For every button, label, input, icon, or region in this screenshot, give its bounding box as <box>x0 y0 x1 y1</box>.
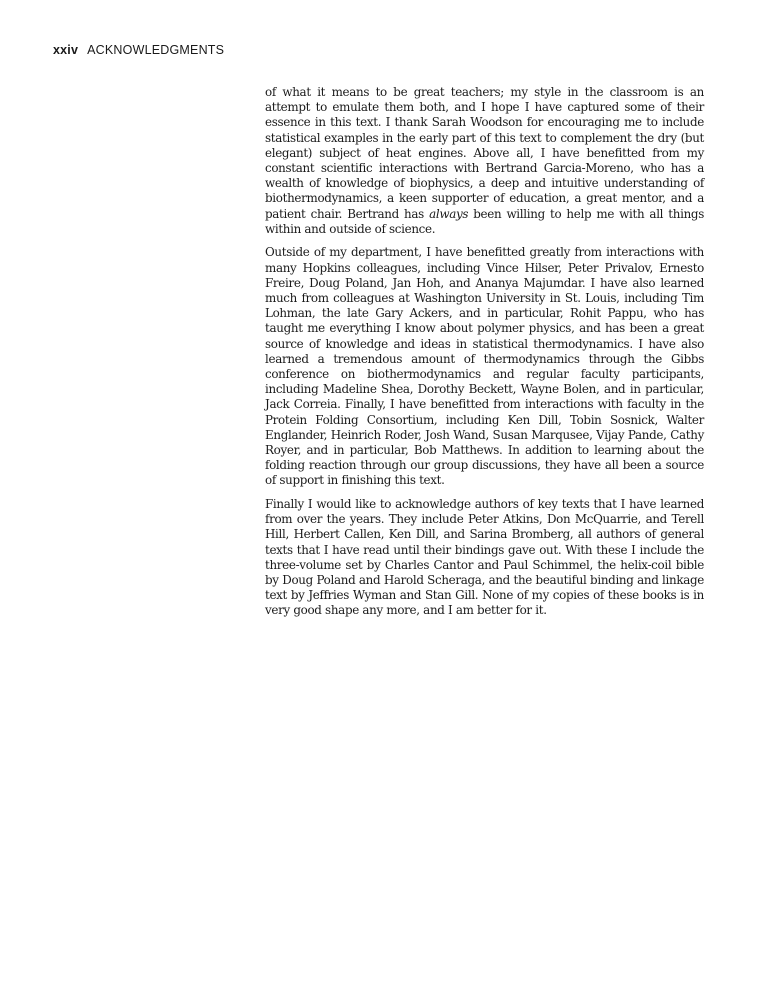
acknowledgments-body <box>265 85 704 627</box>
page-number: xxiv <box>53 43 79 57</box>
paragraph-1-emphasis: always <box>429 206 469 221</box>
paragraph-1 <box>265 85 704 237</box>
section-title: ACKNOWLEDGMENTS <box>87 43 225 57</box>
paragraph-1-text-before: of what it means to be great teachers; my style in the classroom is an attempt to emulate them both, and I hope I have captured some of their essence in this text. I thank Sarah Woodson for encouraging me to include statistical examples in the early part of this text to complement the dry (but elegant) subject of heat engines. Above all, I have benefitted from my constant scientific interactions with Bertrand Garcia-Moreno, who has a wealth of knowledge of biophysics, a deep and intuitive understanding of biothermodynamics, a keen supporter of education, a great mentor, and a patient chair. Bertrand has <box>265 85 704 221</box>
running-head <box>53 42 224 58</box>
paragraph-1-text-after: been willing to help me with all things within and outside of science. <box>265 206 704 236</box>
paragraph-3: Finally I would like to acknowledge authors of key texts that I have learned from over the years. They include Peter Atkins, Don McQuarrie, and Terell Hill, Herbert Callen, Ken Dill, and Sarina Bromberg, all authors of general texts that I have read until their bindings gave out. With these I include the three-volume set by Charles Cantor and Paul Schimmel, the helix-coil bible by Doug Poland and Harold Scheraga, and the beautiful binding and linkage text by Jeffries Wyman and Stan Gill. None of my copies of these books is in very good shape any more, and I am better for it. <box>265 497 704 618</box>
paragraph-2: Outside of my department, I have benefitted greatly from interactions with many Hopkins colleagues, including Vince Hilser, Peter Privalov, Ernesto Freire, Doug Poland, Jan Hoh, and Ananya Majumdar. I have also learned much from colleagues at Washington University in St. Louis, including Tim Lohman, the late Gary Ackers, and in particular, Rohit Pappu, who has taught me everything I know about polymer physics, and has been a great source of knowledge and ideas in statistical thermodynamics. I have also learned a tremendous amount of thermodynamics through the Gibbs conference on biothermodynamics and regular faculty participants, including Madeline Shea, Dorothy Beckett, Wayne Bolen, and in particular, Jack Correia. Finally, I have benefitted from interactions with faculty in the Protein Folding Consortium, including Ken Dill, Tobin Sosnick, Walter Englander, Heinrich Roder, Josh Wand, Susan Marqusee, Vijay Pande, Cathy Royer, and in particular, Bob Matthews. In addition to learning about the folding reaction through our group discussions, they have all been a source of support in finishing this text. <box>265 245 704 488</box>
